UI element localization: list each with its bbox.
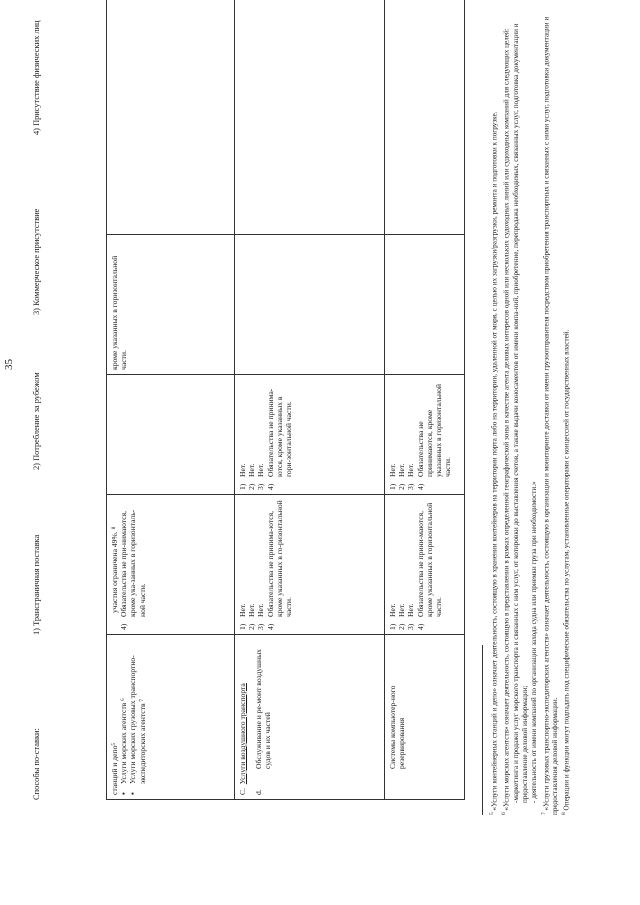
footnote-text: Операции и функции могут подпадать под специфические обязательства по услугам, установленные операторами с концессией от государственных властей. — [562, 329, 571, 811]
section-title: Услуги воздушного транспорта — [238, 683, 247, 785]
section-letter: C. — [238, 788, 247, 795]
item-text: Нет. — [406, 603, 416, 617]
sector-cell — [107, 635, 235, 800]
item-text: Нет. — [406, 463, 416, 477]
list-item — [128, 639, 146, 795]
item-name: Системы компьютер-ного резервирования — [388, 685, 407, 769]
table-row — [107, 0, 235, 800]
sector-line: Услуги морских агентств ⁶ — [119, 698, 129, 784]
item-text: Нет. — [247, 603, 257, 617]
list-item: 1) Нет. — [238, 463, 247, 490]
footnote-text: «Услуги морских агентств» означает деятельность, состоящую в представлении в рамках определенной географической зоны в качестве агента деловых интересов одной или нескольких судоходных линий или судоходных компаний для следующих целей: — [502, 28, 511, 811]
table-row — [235, 0, 385, 800]
item-text: Обязательства не прини-маются, кроме указанных в горизонтальной части. — [415, 502, 444, 617]
item-text: Обязательства не принимаются, кроме указанных в горизонтальной части. — [415, 384, 453, 477]
list-item — [119, 499, 147, 630]
footnote-mark: 5 — [489, 812, 495, 815]
footnote-text: «Услуги контейнерных станций и депо» означает деятельность, состоящую в хранении контейнеров на территории порта либо на территории, удаленной от моря, с целью их загрузки/разгрузки, ремонта и подготовки к погрузке. — [490, 111, 499, 811]
item-number: 4) — [119, 623, 129, 630]
list-item: 1) Нет. — [388, 603, 397, 630]
item-name: Обслуживание и ре-монт воздушных судов и их частей — [254, 649, 273, 769]
footnote-text: - деятельность от имени компаний по организации захода судна или приемки груза при необходимости.» — [530, 481, 539, 803]
header-commercial-presence: 3) Коммерческое присутствие — [32, 208, 41, 315]
bullet-icon: ▪ — [128, 792, 138, 795]
item-text: Нет. — [388, 603, 397, 617]
list-item: 2) Нет. — [397, 603, 407, 630]
header-supply-modes: Способы по-ставки: — [32, 728, 41, 800]
header-presence-of-persons: 4) Присутствие физических лиц — [32, 20, 41, 135]
footnote — [488, 5, 499, 815]
continued-text: участия ограничена 49%. ⁸ — [110, 526, 119, 613]
item-text: Нет. — [256, 603, 266, 617]
bullet-icon: ▪ — [119, 792, 129, 795]
footnote-mark: 8 — [561, 812, 568, 815]
list-item: 2) Нет. — [247, 603, 257, 630]
item-text: Нет. — [397, 463, 407, 477]
list-item: 1) Нет. — [238, 603, 247, 630]
footnote-text: «Услуги грузовых транспортно-экспедиторских агентств» означает деятельность, состоящую в организации и мониторинге доставки от имени грузоотправителя посредством приобретения транспортных и связанных с ними услуг, подготовки документации и предоставления деловой информации. — [542, 16, 559, 815]
persons-cell — [107, 0, 235, 235]
item-text: Обязательства не принима-ются, кроме указанных в гори-зонтальной части. — [265, 388, 294, 477]
footnote — [500, 5, 511, 815]
footnote-divider — [482, 645, 483, 815]
header-cross-border: 1) Трансграничная поставка — [32, 534, 41, 635]
item-text: Нет. — [397, 603, 407, 617]
sector-line: станций и депо⁵ — [110, 742, 119, 795]
list-item: 4) Обязательства не принимаются, кроме указанных в горизонтальной части. — [416, 379, 453, 490]
sector-line: Услуги морских грузовых транспортно-экспедиторских агентств ⁷ — [128, 655, 147, 784]
consumption-cell — [107, 375, 235, 495]
item-letter: d. — [254, 789, 264, 795]
header-consumption-abroad: 2) Потребление за рубежом — [32, 372, 41, 470]
list-item: 2) Нет. — [397, 463, 407, 490]
footnote-text: -маркетинга и продажи услуг морского транспорта и связанных с ним услуг, от котировки до выставления счетов, а также выдачи коносаментов от имени компа-ний, приобретение, перепродажа необходимых, связанных услуг, подготовка документации и предоставление деловой информации; — [511, 23, 529, 803]
item-text: Нет. — [388, 463, 397, 477]
footnote — [512, 5, 529, 815]
commercial-cell — [235, 235, 385, 375]
list-item: 3) Нет. — [406, 463, 416, 490]
footnotes — [488, 5, 572, 815]
cross-border-cell — [235, 495, 385, 635]
footnote — [530, 5, 539, 815]
list-item: 4) Обязательства не прини-маются, кроме указанных в горизонтальной части. — [416, 499, 444, 630]
cross-border-cell — [385, 495, 465, 635]
item-text: Обязательства не принима-ются, кроме указанных в го-ризонтальной части. — [265, 500, 294, 617]
list-item: 1) Нет. — [388, 463, 397, 490]
footnote — [560, 5, 571, 815]
list-item: 3) Нет. — [256, 603, 266, 630]
item-text: Нет. — [256, 463, 266, 477]
commercial-cell — [385, 235, 465, 375]
cross-border-cell — [107, 495, 235, 635]
page-number: 35 — [3, 359, 15, 370]
item-text: Нет. — [238, 463, 247, 477]
item-text: Нет. — [238, 603, 247, 617]
footnote-mark: 6 — [500, 812, 507, 815]
sector-cell — [385, 635, 465, 800]
list-item — [119, 639, 128, 795]
list-item: 3) Нет. — [406, 603, 416, 630]
footnote — [540, 5, 560, 815]
list-item: 4) Обязательства не принима-ются, кроме указанных в го-ризонтальной части. — [265, 500, 294, 630]
sector-cell — [235, 635, 385, 800]
persons-cell — [385, 0, 465, 235]
item-text: Обязательства не при-нимаются, кроме ука-занных в горизонталь-ной части. — [119, 509, 147, 617]
commercial-text: кроме указанных в горизонтальной части. — [110, 255, 129, 370]
consumption-cell — [235, 375, 385, 495]
persons-cell — [235, 0, 385, 235]
list-item: 3) Нет. — [256, 463, 266, 490]
item-text: Нет. — [247, 463, 257, 477]
commitments-table — [106, 0, 465, 800]
list-item: 4) Обязательства не принима-ются, кроме указанных в гори-зонтальной части. — [266, 379, 294, 490]
table-row — [385, 0, 465, 800]
footnote-mark: 7 — [540, 812, 547, 815]
commercial-cell — [107, 235, 235, 375]
consumption-cell — [385, 375, 465, 495]
list-item: 2) Нет. — [247, 463, 257, 490]
